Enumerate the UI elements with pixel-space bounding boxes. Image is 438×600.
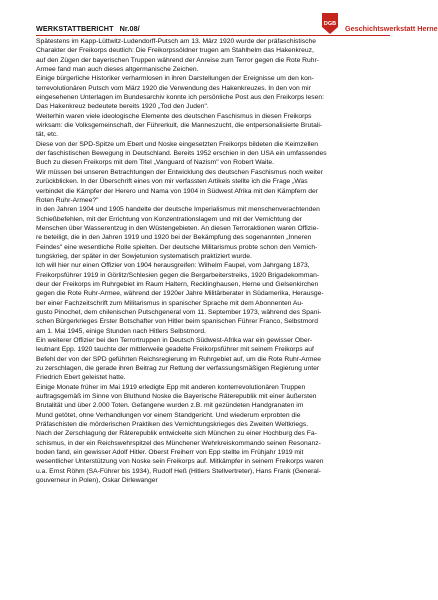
text-line: gouverneur in Polen), Oskar Dirlewanger [36, 477, 158, 485]
text-line: Ein weiterer Offizier bei den Terrortruppen in Deutsch Südwest-Afrika war ein gewisser Ober- [36, 337, 313, 344]
dgb-logo-icon [320, 13, 340, 35]
text-line: Diese von der SPD-Spitze um Ebert und Noske eingesetzten Freikorps bildeten die Keimzellen [36, 140, 318, 148]
text-line: wesentlicher Unterstützung von Noske sein Freikorps auf. Mitkämpfer in seinem Freikorps waren [36, 458, 324, 466]
text-line: boden fand, ein gewisser Adolf Hitler. Oberst Freiherr von Epp stellte im Frühjahr 1919 mit [36, 449, 304, 457]
text-line: zurückblicken. In der Überschrift eines von mir verfassten Artikels stellte ich die Frage „Was [36, 178, 308, 186]
text-line: schen Bürgerkrieges Erster Botschafter von Hitler beim spanischen Führer Franco, Selbstmord [36, 318, 318, 326]
text-line: terrevolutionären Putsch vom März 1920 die Verwendung des Hakenkreuzes. In den von mir [36, 84, 311, 92]
text-line: Charakter der Freikorps deutlich: Die Freikorpssöldner trugen am Stahlhelm das Hakenkreuz, [36, 47, 314, 55]
text-line: tät, etc. [36, 131, 59, 139]
text-line: Befehl der von der SPD geführten Reichsregierung im Ruhrgebiet auf, um die Rote Ruhr-Armee [36, 355, 321, 363]
text-line: der faschistischen Bewegung in Deutschland. Bereits 1952 erschien in den USA ein umfassendes [36, 150, 327, 158]
text-line: Friedrich Ebert geleistet hatte. [36, 374, 126, 382]
text-line: auf den Zügen der bayerischen Truppen während der Anreise zum Terror gegen die Rote Ruhr- [36, 56, 319, 64]
text-line: Weiterhin waren viele ideologische Elemente des deutschen Faschismus in diesen Freikorps [36, 112, 312, 120]
text-line: verbindet die Kämpfer der Herero und Nama von 1904 in Südwest Afrika mit den Kämpfern der [36, 187, 318, 195]
text-line: auftragsgemäß im Sinne von Bluthund Noske die Bayerische Räterepublik mit einer äußersten [36, 393, 317, 401]
text-line: ber einer Fachzeitschrift zum Militarismus in spanischer Sprache mit dem Abonnenten Au- [36, 299, 304, 307]
text-line: Ich will hier nur einen Offizier von 1904 herausgreifen: Wilhelm Faupel, vom Jahrgang 1873, [36, 262, 310, 270]
logo-text: DGB [323, 21, 337, 27]
report-title: WERKSTATTBERICHT [36, 24, 114, 33]
newsletter-title [36, 24, 140, 33]
text-line: Mund getötet, ohne Verhandlungen vor einem Standgericht. Und wiederum erprobten die [36, 411, 301, 419]
text-line: Einige Monate früher im Mai 1919 erledigte Epp mit anderen konterrevolutionären Truppen [36, 383, 306, 391]
text-line: Das Hakenkreuz bedeutete bereits 1920 „Tod den Juden". [36, 103, 209, 111]
text-line: tungskrieg, der später in der Sowjetunion systematisch praktiziert wurde. [36, 252, 252, 260]
text-line: gegen die Rote Ruhr-Armee, während der 1920er Jahre Militärberater in Südamerika, Herausge- [36, 290, 324, 298]
text-line: Schießbefehlen, mit der Errichtung von Konzentrationslagern und mit der Vernichtung der [36, 215, 302, 223]
organization-name: Geschichtswerkstatt Herne [345, 24, 438, 33]
text-line: Freikorpsführer 1919 in Görlitz/Schlesien gegen die Bergarbeiterstreiks, 1920 Brigadekomman- [36, 271, 320, 279]
text-line: am 1. Mai 1945, einige Stunden nach Hitlers Selbstmord. [36, 327, 206, 335]
text-line: Nach der Zerschlagung der Räterepublik entwickelte sich München zu einer Hochburg des Fa- [36, 430, 317, 438]
text-line: Armee fand man auch dieses altgermanische Zeichen. [36, 66, 199, 74]
text-line: re beteiligt, die in den Jahren 1919 und 1920 bei der Bekämpfung des sogenannten „Inneren [36, 234, 312, 242]
text-line: Roten Ruhr-Armee?" [36, 196, 99, 204]
text-line: Spätestens im Kapp-Lüttwitz-Ludendorff-Putsch am 13. März 1920 wurde der präfaschistische [36, 38, 316, 45]
text-line: zu zerschlagen, die gerade ihren Beitrag zur Rettung der verfassungsmäßigen Regierung unter [36, 365, 320, 373]
text-line: gusto Pinochet, dem chilenischen Putschgeneral vom 11. September 1973, während des Spani- [36, 308, 322, 316]
text-line: wirksam: die Volksgemeinschaft, der Führerkult, die Manneszucht, die entpersonalisierte Brutali- [36, 122, 323, 130]
text-line: Einige bürgerliche Historiker verharmlosen in ihren Darstellungen der Ereignisse um den kon- [36, 75, 314, 83]
article-body [36, 37, 390, 486]
text-line: Präfaschisten die mörderischen Praktiken des Vernichtungskrieges des Zweiten Weltkriegs. [36, 421, 309, 429]
text-line: u.a. Ernst Röhm (SA-Führer bis 1934), Rudolf Heß (Hitlers Stellvertreter), Hans Frank (General- [36, 467, 321, 475]
text-line: eingesehenen Unterlagen im Bundesarchiv konnte ich persönliche Post aus den Freikorps lesen: [36, 94, 324, 102]
issue-number: Nr.08/ [119, 24, 140, 33]
text-line: Brutalität und über 2.000 Toten. Gefangene wurden z.B. mit gezündeten Handgranaten im [36, 402, 304, 410]
header-divider [36, 35, 390, 36]
text-line: schismus, in der ein Reichswehrspitzel des Münchener Wehrkreiskommando seinen Resonanz- [36, 439, 321, 447]
text-line: Feindes" eine wesentliche Rolle spielten. Der deutsche Militarismus probte schon den Vernich- [36, 243, 318, 251]
text-line: leutnant Epp. 1920 tauchte der mittlerweile geadelte Freikorpsführer mit seinem Freikorps auf [36, 346, 314, 354]
text-line: Wir müssen bei unseren Betrachtungen der Entwicklung des deutschen Faschismus noch weiter [36, 168, 323, 176]
text-line: Menschen über Wasserentzug in den Wüstengebieten. An diesen Terroraktionen waren Offizie- [36, 224, 319, 232]
text-line: Buch zu diesen Freikorps mit dem Titel „Vanguard of Nazism" von Robert Waite. [36, 159, 275, 167]
text-line: In den Jahren 1904 und 1905 handelte der deutsche Imperialismus mit menschenverachtenden [36, 206, 320, 214]
text-line: deur der Freikorps im Ruhrgebiet im Raum Haltern, Recklinghausen, Herne und Gelsenkirchen [36, 280, 319, 288]
